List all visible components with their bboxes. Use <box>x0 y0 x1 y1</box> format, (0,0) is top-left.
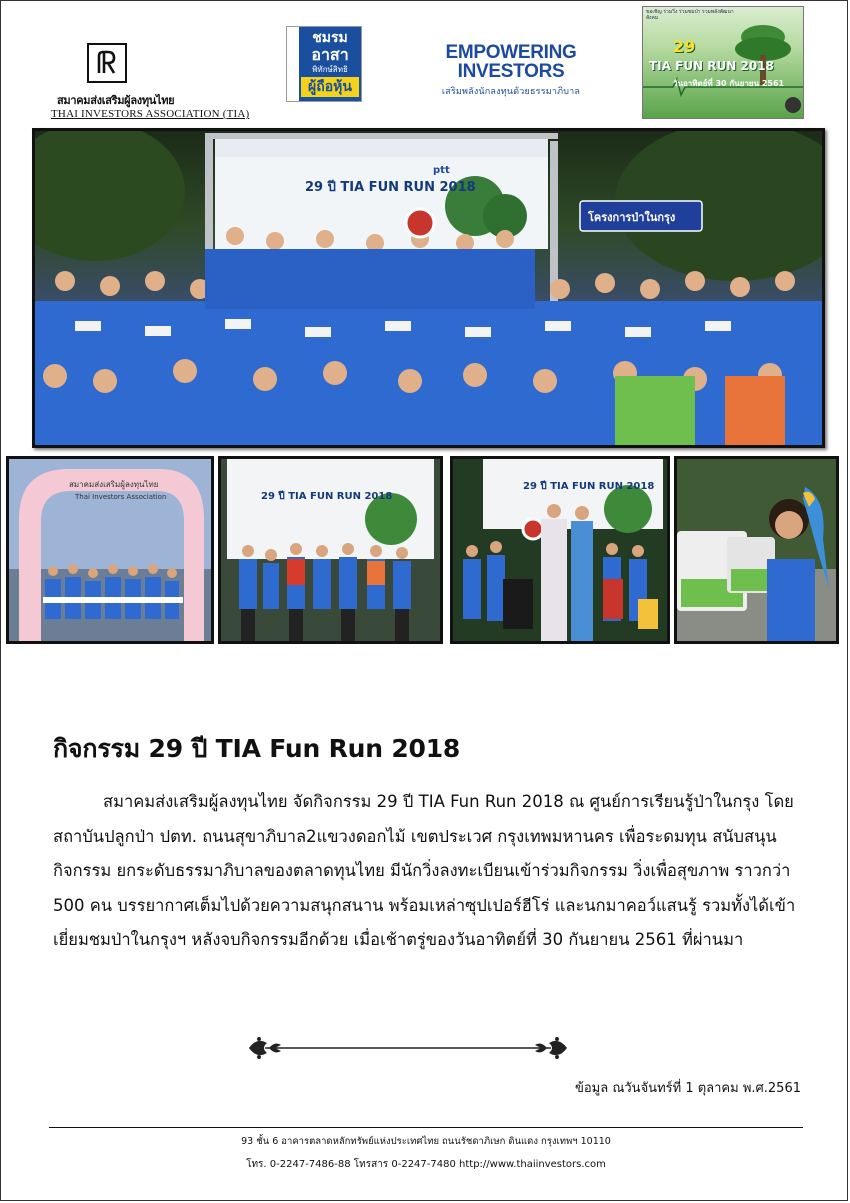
tia-name-english: THAI INVESTORS ASSOCIATION (TIA) <box>51 108 250 120</box>
poster-number: 29 <box>673 37 696 56</box>
superheroes-photo-illustration <box>453 459 667 641</box>
ornament-divider-icon <box>245 1033 571 1063</box>
club-logo-line1: ชมรม <box>312 30 348 46</box>
winners-photo-illustration <box>221 459 440 641</box>
club-logo-line4: ผู้ถือหุ้น <box>301 77 359 97</box>
main-sponsor-text: ptt <box>433 165 450 176</box>
main-banner-title: 29 ปี TIA FUN RUN 2018 <box>305 180 476 195</box>
article-title: กิจกรรม 29 ปี TIA Fun Run 2018 <box>53 734 461 763</box>
empowering-investors-logo <box>421 42 601 97</box>
arch-photo-illustration <box>9 459 211 641</box>
photo-start-arch <box>6 456 214 644</box>
source-note: ข้อมูล ณวันจันทร์ที่ 1 ตุลาคม พ.ศ.2561 <box>574 1081 801 1096</box>
club-logo-line2: อาสา <box>311 45 349 64</box>
photo-superheroes <box>450 456 670 644</box>
article-body-text: สมาคมส่งเสริมผู้ลงทุนไทย จัดกิจกรรม 29 ปี TIA Fun Run 2018 ณ ศูนย์การเรียนรู้ป่าในกรุง โดยสถาบันปลูกป่า ปตท. ถนนสุขาภิบาล2แขวงดอกไม้ เขตประเวศ กรุงเทพมหานคร เพื่อระดมทุน สนับสนุนกิจกรรม ยกระดับธรรมาภิบาลของตลาดทุนไทย มีนักวิ่งลงทะเบียนเข้าร่วมกิจกรรม วิ่งเพื่อสุขภาพ ราวกว่า 500 คน บรรยากาศเต็มไปด้วยความสนุกสนาน พร้อมเหล่าซุปเปอร์ฮีโร่ และนกมาคอว์แสนรู้ รวมทั้งได้เข้าเยี่ยมชมป่าในกรุงฯ หลังจบกิจกรรมอีกด้วย เมื่อเช้าตรู่ของวันอาทิตย์ที่ 30 กันยายน 2561 ที่ผ่านมา <box>53 792 796 949</box>
fun-run-poster <box>642 6 804 119</box>
group-photo-main <box>32 128 825 448</box>
shareholder-club-logo <box>286 26 362 102</box>
arch-text-english: Thai Investors Association <box>75 493 167 501</box>
thumb2-banner-title: 29 ปี TIA FUN RUN 2018 <box>261 491 393 502</box>
footer-contact: โทร. 0-2247-7486-88 โทรสาร 0-2247-7480 http://www.thaiinvestors.com <box>246 1159 606 1170</box>
poster-top-text: ขอเชิญ ร่วมวิ่ง ร่วมชมป่า รวมพลังพัฒนาสังคม <box>646 9 734 21</box>
poster-date: วันอาทิตย์ที่ 30 กันยายน 2561 <box>673 79 785 88</box>
empowering-line1: EMPOWERING <box>445 42 577 63</box>
main-sign-text: โครงการป่าในกรุง <box>588 211 676 224</box>
footer-divider <box>49 1127 803 1128</box>
macaw-photo-illustration <box>677 459 836 641</box>
empowering-line2: INVESTORS <box>457 61 565 82</box>
tia-logo <box>51 41 266 123</box>
tia-emblem-icon <box>87 43 127 83</box>
photo-winners <box>218 456 443 644</box>
photo-macaw <box>674 456 839 644</box>
tia-name-thai: สมาคมส่งเสริมผู้ลงทุนไทย <box>57 94 175 107</box>
footer-address: 93 ชั้น 6 อาคารตลาดหลักทรัพย์แห่งประเทศไทย ถนนรัชดาภิเษก ดินแดง กรุงเทพฯ 10110 <box>241 1136 611 1147</box>
thumb3-banner-title: 29 ปี TIA FUN RUN 2018 <box>523 481 655 492</box>
club-logo-line3: พิทักษ์สิทธิ <box>312 65 348 74</box>
empowering-tagline: เสริมพลังนักลงทุนด้วยธรรมาภิบาล <box>441 87 581 97</box>
article-body <box>53 785 813 958</box>
arch-text-thai: สมาคมส่งเสริมผู้ลงทุนไทย <box>69 480 159 489</box>
group-photo-illustration <box>35 131 822 445</box>
poster-title: TIA FUN RUN 2018 <box>649 59 774 73</box>
